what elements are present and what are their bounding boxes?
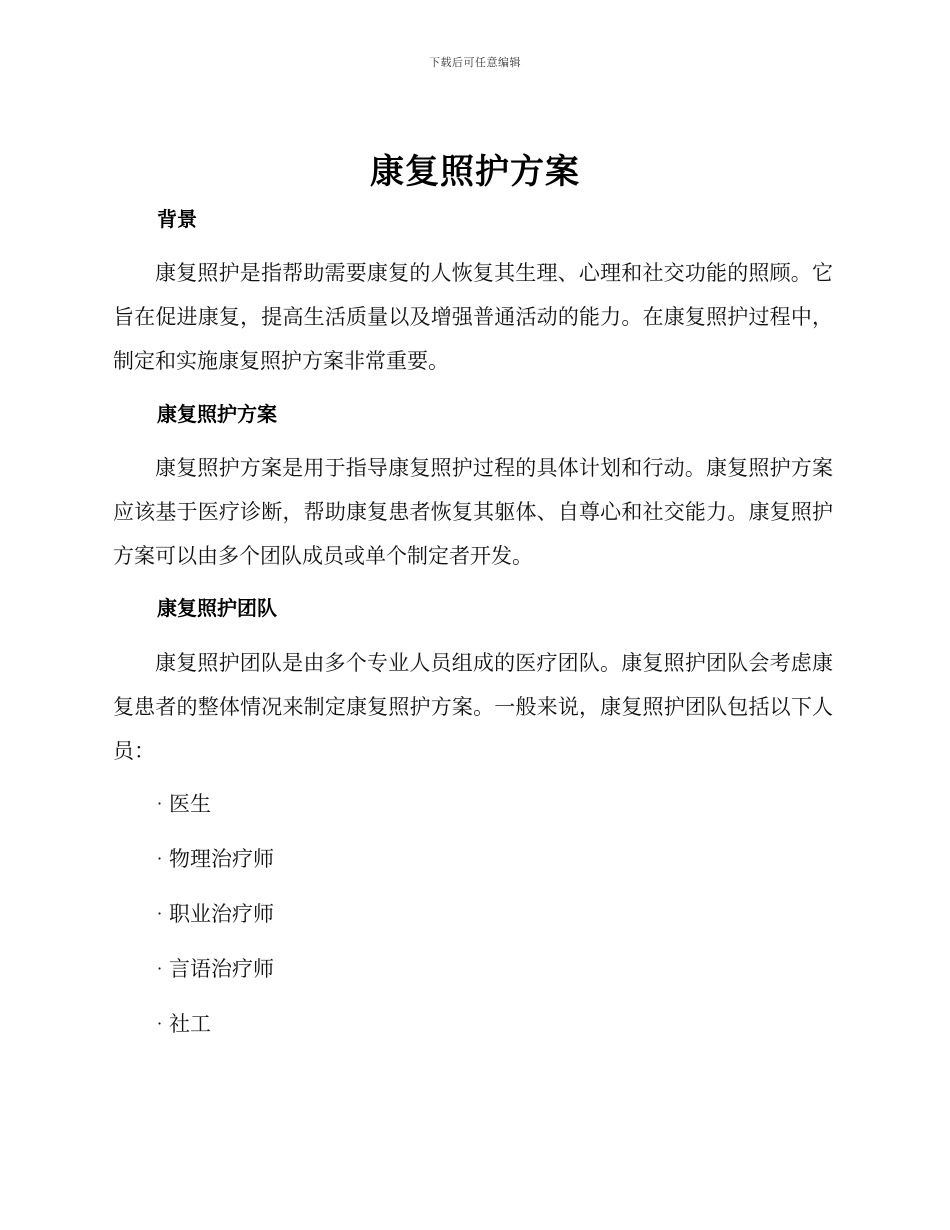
- list-item: [157, 898, 274, 953]
- bullet-marker: ·: [157, 794, 163, 813]
- section-heading-background: 背景: [157, 207, 197, 231]
- list-item: [157, 953, 274, 1008]
- bullet-marker: ·: [157, 1014, 163, 1033]
- list-item-label: 物理治疗师: [169, 847, 274, 871]
- list-item: [157, 843, 274, 898]
- section-heading-care-team: 康复照护团队: [157, 596, 277, 620]
- section-paragraph-background: 康复照护是指帮助需要康复的人恢复其生理、心理和社交功能的照顾。它旨在促进康复，提高生活质量以及增强普通活动的能力。在康复照护过程中，制定和实施康复照护方案非常重要。: [113, 261, 833, 373]
- list-item-label: 社工: [169, 1012, 211, 1036]
- bullet-marker: ·: [157, 849, 163, 868]
- care-team-member-list: [157, 788, 274, 1063]
- bullet-marker: ·: [157, 959, 163, 978]
- list-item-label: 职业治疗师: [169, 902, 274, 926]
- list-item-label: 医生: [169, 792, 211, 816]
- section-paragraph-care-team: 康复照护团队是由多个专业人员组成的医疗团队。康复照护团队会考虑康复患者的整体情况来制定康复照护方案。一般来说，康复照护团队包括以下人员：: [113, 651, 833, 763]
- list-item: [157, 1008, 274, 1063]
- page-header-note: 下载后可任意编辑: [429, 56, 521, 69]
- bullet-marker: ·: [157, 904, 163, 923]
- section-paragraph-care-plan: 康复照护方案是用于指导康复照护过程的具体计划和行动。康复照护方案应该基于医疗诊断，帮助康复患者恢复其躯体、自尊心和社交能力。康复照护方案可以由多个团队成员或单个制定者开发。: [113, 456, 833, 568]
- document-title: 康复照护方案: [370, 152, 580, 192]
- section-heading-care-plan: 康复照护方案: [157, 402, 277, 426]
- list-item-label: 言语治疗师: [169, 957, 274, 981]
- list-item: [157, 788, 274, 843]
